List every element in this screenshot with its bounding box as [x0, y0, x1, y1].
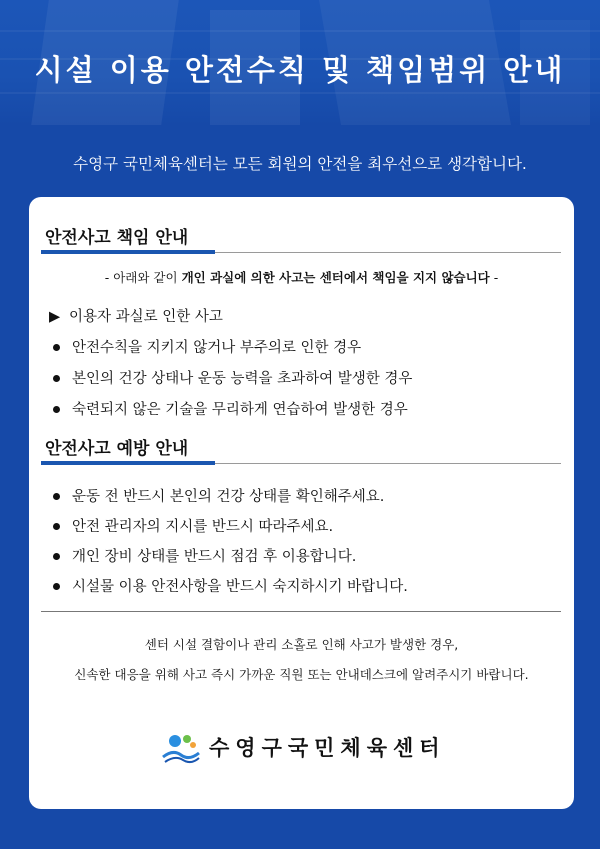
liability-intro: - 아래와 같이 개인 과실에 의한 사고는 센터에서 책임을 지지 않습니다 -	[104, 270, 499, 285]
bullet-icon	[53, 583, 60, 590]
bullet-icon	[53, 406, 60, 413]
section-title-prevention: 안전사고 예방 안내	[45, 439, 189, 459]
section-divider	[41, 252, 561, 253]
page-subtitle: 수영구 국민체육센터는 모든 회원의 안전을 최우선으로 생각합니다.	[73, 155, 527, 173]
content-divider	[41, 611, 561, 612]
bullet-icon	[53, 523, 60, 530]
section-accent-bar	[41, 461, 215, 465]
list-item: 안전 관리자의 지시를 반드시 따라주세요.	[49, 515, 333, 536]
list-item: 본인의 건강 상태나 운동 능력을 초과하여 발생한 경우	[49, 367, 412, 388]
bullet-icon	[53, 375, 60, 382]
subheading-user-fault: ▶ 이용자 과실로 인한 사고	[49, 309, 223, 325]
header-banner	[0, 0, 600, 125]
list-item: 운동 전 반드시 본인의 건강 상태를 확인해주세요.	[49, 485, 384, 506]
notice-card	[29, 197, 574, 809]
section-divider	[41, 463, 561, 464]
list-item: 개인 장비 상태를 반드시 점검 후 이용합니다.	[49, 545, 356, 566]
header-decoration	[0, 92, 600, 94]
org-name: 수영구국민체육센터	[209, 736, 446, 760]
list-item: 숙련되지 않은 기술을 무리하게 연습하여 발생한 경우	[49, 398, 408, 419]
notice-line-2: 신속한 대응을 위해 사고 즉시 가까운 직원 또는 안내데스크에 알려주시기 바랍니다.	[74, 667, 529, 682]
header-decoration	[0, 30, 600, 32]
section-accent-bar	[41, 250, 215, 254]
page-title: 시설 이용 안전수칙 및 책임범위 안내	[34, 53, 566, 87]
bullet-icon	[53, 553, 60, 560]
list-item: 시설물 이용 안전사항을 반드시 숙지하시기 바랍니다.	[49, 575, 408, 596]
suyeong-logo-icon	[159, 727, 203, 767]
bullet-icon	[53, 344, 60, 351]
list-item: 안전수칙을 지키지 않거나 부주의로 인한 경우	[49, 336, 361, 357]
triangle-right-icon: ▶	[49, 309, 61, 325]
notice-line-1: 센터 시설 결함이나 관리 소홀로 인해 사고가 발생한 경우,	[144, 637, 459, 652]
section-title-liability: 안전사고 책임 안내	[45, 228, 189, 248]
org-logo	[159, 727, 446, 767]
bullet-icon	[53, 493, 60, 500]
